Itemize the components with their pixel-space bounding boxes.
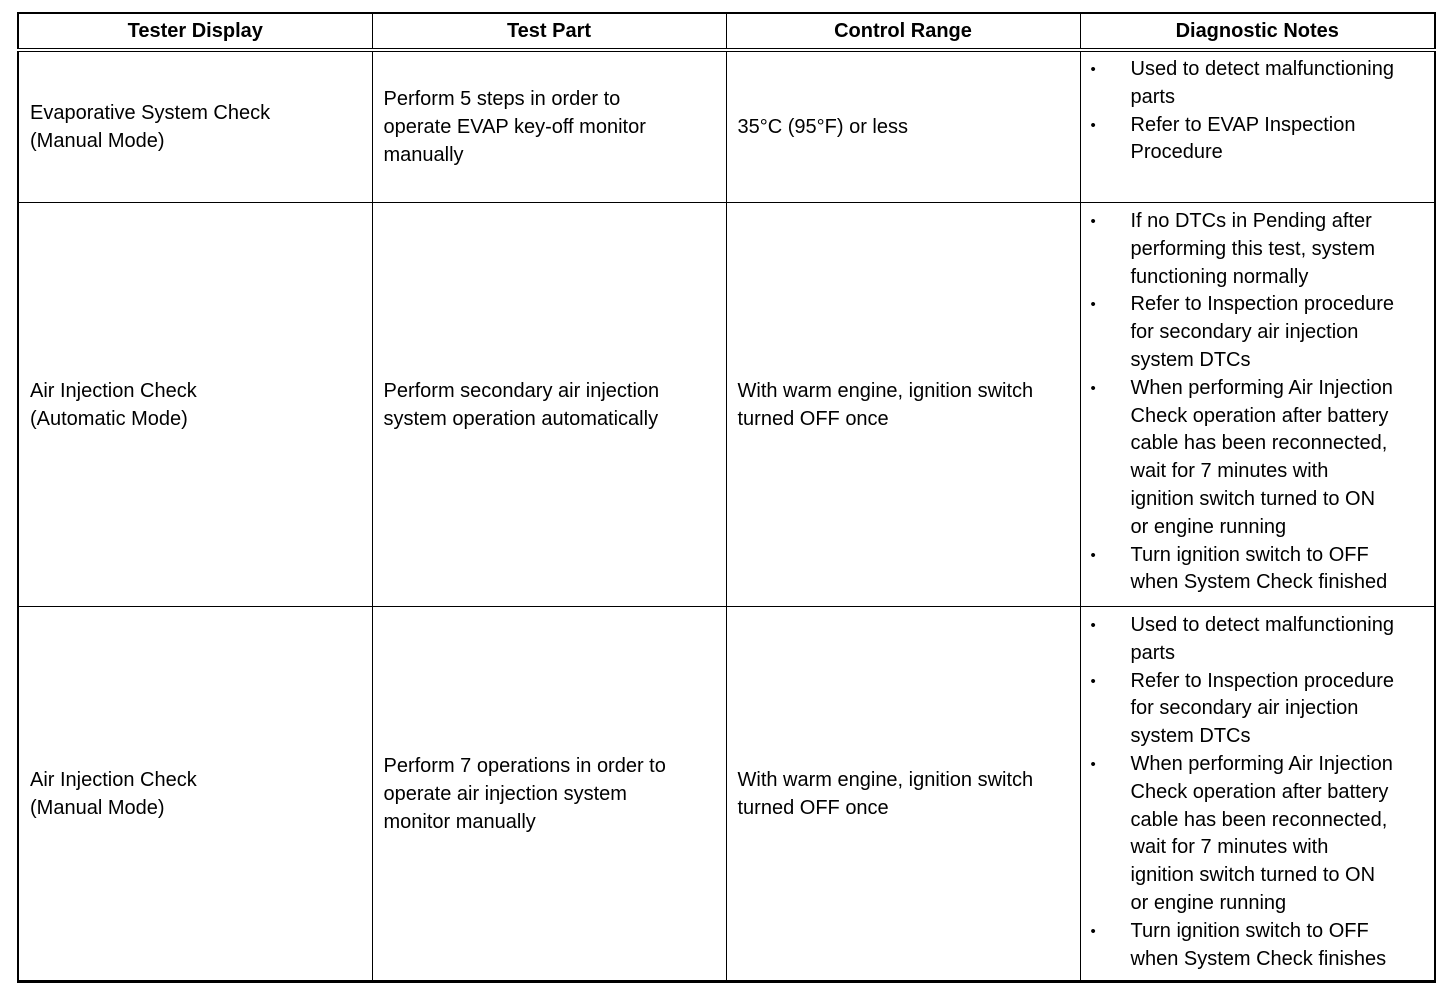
cell-line: With warm engine, ignition switch xyxy=(737,768,1034,791)
note-line: • Refer to EVAP Inspection xyxy=(1130,113,1356,136)
note-item xyxy=(1081,918,1427,974)
cell-diagnostic-notes xyxy=(1080,203,1435,607)
notes-list xyxy=(1081,56,1427,167)
note-item xyxy=(1081,56,1427,112)
cell-tester-display xyxy=(18,607,372,982)
note-line: when System Check finishes xyxy=(1130,947,1387,970)
cell-line: Evaporative System Check xyxy=(30,102,271,124)
note-line: system DTCs xyxy=(1130,725,1251,748)
note-line: • When performing Air Injection xyxy=(1130,752,1393,775)
note-line: ignition switch turned to ON xyxy=(1130,487,1376,510)
header-control-range: Control Range xyxy=(726,13,1080,50)
note-line: or engine running xyxy=(1130,891,1287,914)
table-row xyxy=(18,50,1435,203)
note-line: cable has been reconnected, xyxy=(1130,432,1388,455)
cell-control-range xyxy=(726,607,1080,982)
cell-line: 35°C (95°F) or less xyxy=(737,116,908,138)
note-line: ignition switch turned to ON xyxy=(1130,864,1376,887)
cell-diagnostic-notes xyxy=(1080,607,1435,982)
header-diagnostic-notes: Diagnostic Notes xyxy=(1080,13,1435,50)
note-item xyxy=(1081,751,1427,918)
table-row xyxy=(18,203,1435,607)
cell-test-part xyxy=(372,203,726,607)
notes-list xyxy=(1081,208,1427,597)
note-line: wait for 7 minutes with xyxy=(1130,836,1329,859)
diagnostic-table xyxy=(17,12,1436,983)
note-line: cable has been reconnected, xyxy=(1130,808,1388,831)
note-line: • Turn ignition switch to OFF xyxy=(1130,919,1369,942)
cell-control-range xyxy=(726,50,1080,203)
cell-line: Air Injection Check xyxy=(30,768,197,791)
note-item xyxy=(1081,208,1427,291)
header-tester-display: Tester Display xyxy=(18,13,372,50)
cell-line: operate EVAP key-off monitor xyxy=(383,116,646,138)
note-item xyxy=(1081,291,1427,374)
note-line: Check operation after battery xyxy=(1130,404,1389,427)
note-line: Procedure xyxy=(1130,141,1223,164)
note-line: or engine running xyxy=(1130,515,1287,538)
cell-tester-display xyxy=(18,50,372,203)
cell-line: monitor manually xyxy=(383,810,536,833)
note-line: performing this test, system xyxy=(1130,237,1376,260)
cell-line: (Manual Mode) xyxy=(30,130,165,152)
cell-line: operate air injection system xyxy=(383,782,627,805)
note-line: functioning normally xyxy=(1130,265,1309,288)
cell-line: manually xyxy=(383,144,464,166)
cell-line: Air Injection Check xyxy=(30,379,197,402)
note-line: • When performing Air Injection xyxy=(1130,376,1393,399)
cell-line: Perform secondary air injection xyxy=(383,379,660,402)
note-item xyxy=(1081,112,1427,168)
cell-line: turned OFF once xyxy=(737,796,889,819)
note-line: • Refer to Inspection procedure xyxy=(1130,669,1394,692)
note-item xyxy=(1081,668,1427,751)
note-line: wait for 7 minutes with xyxy=(1130,460,1329,483)
cell-line: Perform 5 steps in order to xyxy=(383,88,621,110)
note-line: for secondary air injection xyxy=(1130,697,1359,720)
cell-line: Perform 7 operations in order to xyxy=(383,754,666,777)
cell-test-part xyxy=(372,607,726,982)
cell-line: With warm engine, ignition switch xyxy=(737,379,1034,402)
note-line: • Used to detect malfunctioning xyxy=(1130,58,1394,80)
note-line: • Refer to Inspection procedure xyxy=(1130,293,1394,316)
note-line: for secondary air injection xyxy=(1130,321,1359,344)
note-line: Check operation after battery xyxy=(1130,780,1389,803)
note-line: • Used to detect malfunctioning xyxy=(1130,614,1394,636)
note-line: parts xyxy=(1130,85,1175,108)
note-line: • If no DTCs in Pending after xyxy=(1130,210,1372,232)
cell-line: system operation automatically xyxy=(383,407,659,430)
notes-list xyxy=(1081,612,1427,973)
cell-line: turned OFF once xyxy=(737,407,889,430)
note-item xyxy=(1081,542,1427,598)
cell-line: (Manual Mode) xyxy=(30,796,165,819)
note-line: when System Check finished xyxy=(1130,571,1388,594)
header-row xyxy=(18,13,1435,50)
cell-line: (Automatic Mode) xyxy=(30,407,188,430)
cell-control-range xyxy=(726,203,1080,607)
table-row xyxy=(18,607,1435,982)
cell-test-part xyxy=(372,50,726,203)
note-item xyxy=(1081,612,1427,668)
note-item xyxy=(1081,375,1427,542)
header-test-part: Test Part xyxy=(372,13,726,50)
note-line: • Turn ignition switch to OFF xyxy=(1130,543,1369,566)
note-line: system DTCs xyxy=(1130,348,1251,371)
cell-tester-display xyxy=(18,203,372,607)
cell-diagnostic-notes xyxy=(1080,50,1435,203)
note-line: parts xyxy=(1130,641,1175,664)
